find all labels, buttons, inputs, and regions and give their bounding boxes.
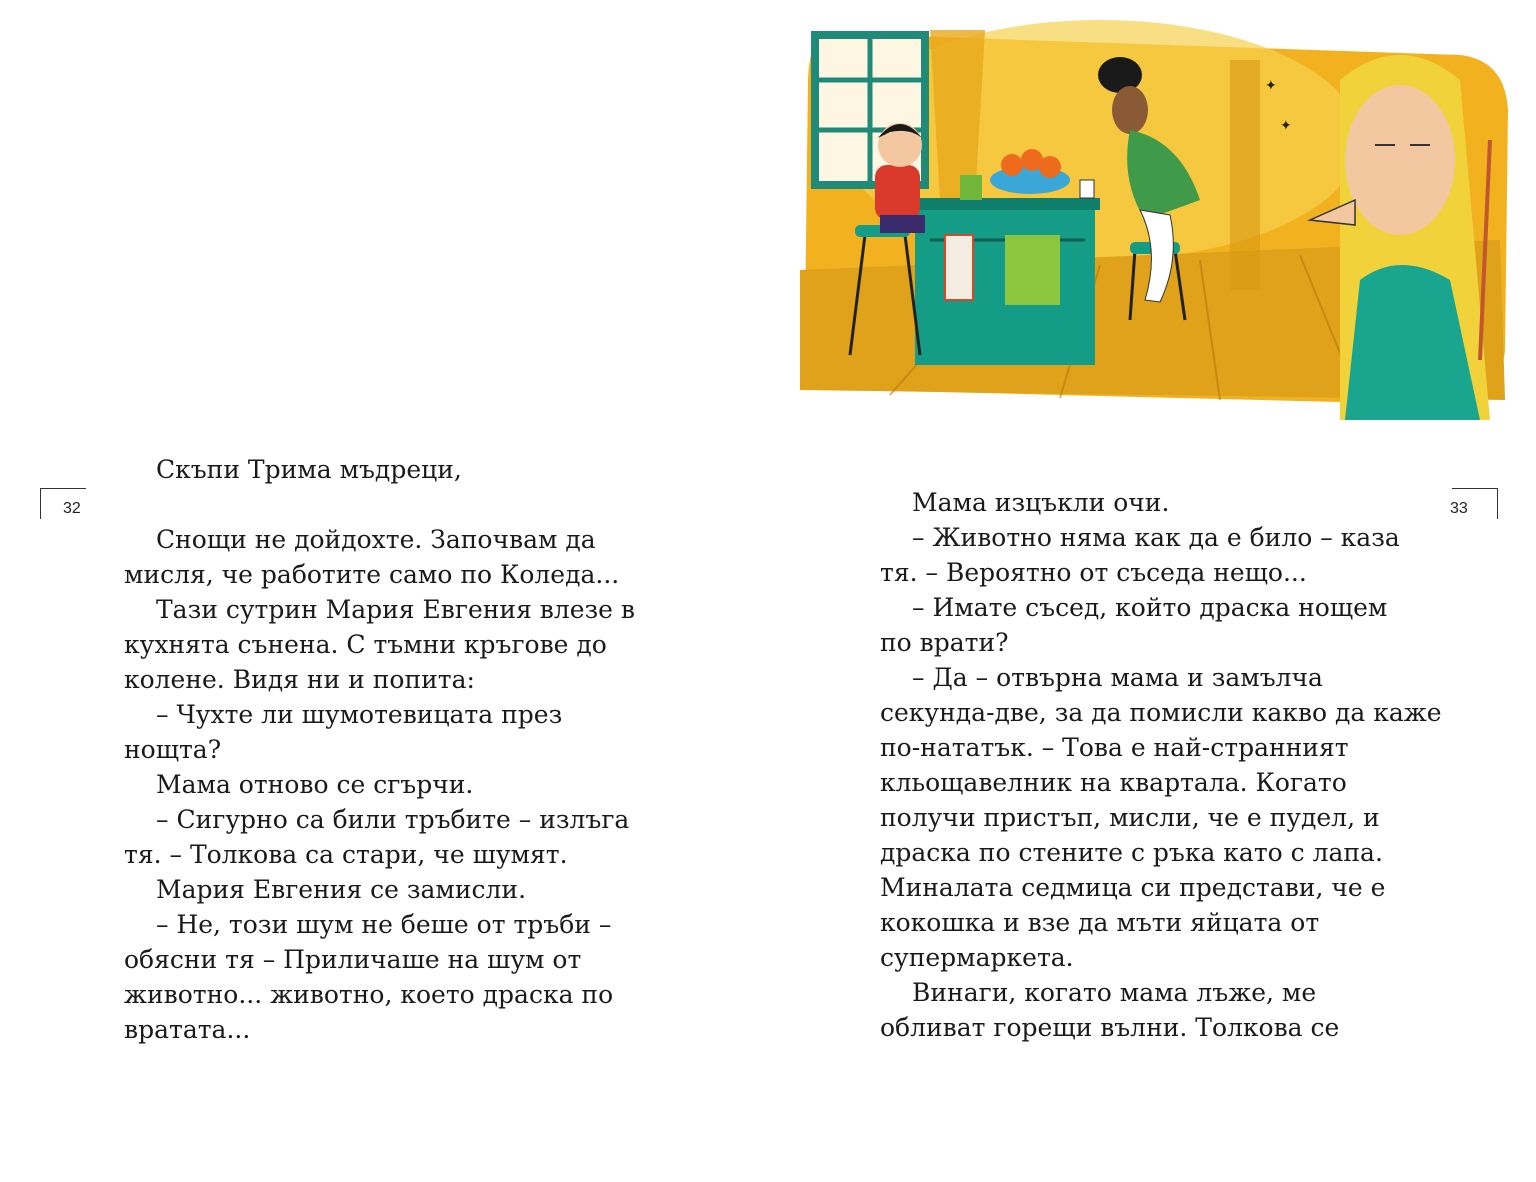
- text-line: мисля, че работите само по Коледа...: [124, 560, 620, 589]
- text-line: – Животно няма как да е било – каза: [912, 523, 1400, 552]
- text-line: Мария Евгения се замисли.: [156, 875, 527, 904]
- text-line: секунда-две, за да помисли какво да каже: [880, 698, 1442, 727]
- text-line: кухнята сънена. С тъмни кръгове до: [124, 630, 607, 659]
- text-line: – Не, този шум не беше от тръби –: [156, 910, 612, 939]
- text-line: тя. – Толкова са стари, че шумят.: [124, 840, 568, 869]
- boy-figure: [875, 123, 925, 233]
- text-line: Мама отново се сгърчи.: [156, 770, 474, 799]
- svg-text:✦: ✦: [1265, 78, 1277, 94]
- blank-line: [124, 487, 635, 522]
- text-line: Снощи не дойдохте. Започвам да: [156, 525, 596, 554]
- kitchen-island: [910, 198, 1100, 365]
- page-number-left: 32: [63, 500, 81, 517]
- page-number-right: 33: [1450, 500, 1468, 517]
- kitchen-illustration: [800, 20, 1510, 420]
- text-line: по-нататък. – Това е най-странният: [880, 733, 1349, 762]
- text-line: получи пристъп, мисли, че е пудел, и: [880, 803, 1380, 832]
- text-line: колене. Видя ни и попита:: [124, 665, 475, 694]
- text-line: тя. – Вероятно от съседа нещо...: [880, 558, 1307, 587]
- text-line: Миналата седмица си представи, че е: [880, 873, 1386, 902]
- text-line: вратата...: [124, 1015, 251, 1044]
- text-line: – Имате съсед, който драска нощем: [912, 593, 1388, 622]
- text-line: Тази сутрин Мария Евгения влезе в: [156, 595, 635, 624]
- text-line: – Чухте ли шумотевицата през: [156, 700, 563, 729]
- salutation: Скъпи Трима мъдреци,: [156, 455, 462, 484]
- text-line: нощта?: [124, 735, 222, 764]
- svg-text:✦: ✦: [1280, 118, 1292, 134]
- text-line: животно... животно, което драска по: [124, 980, 614, 1009]
- text-line: супермаркета.: [880, 943, 1074, 972]
- text-line: – Да – отвърна мама и замълча: [912, 663, 1323, 692]
- text-line: обливат горещи вълни. Толкова се: [880, 1013, 1340, 1042]
- text-line: Мама изцъкли очи.: [912, 488, 1170, 517]
- text-line: кльощавелник на квартала. Когато: [880, 768, 1347, 797]
- text-line: – Сигурно са били тръбите – излъга: [156, 805, 630, 834]
- text-line: драска по стените с ръка като с лапа.: [880, 838, 1383, 867]
- text-line: обясни тя – Приличаше на шум от: [124, 945, 582, 974]
- right-text-column: [880, 485, 1442, 1045]
- text-line: по врати?: [880, 628, 1009, 657]
- text-line: кокошка и взе да мъти яйцата от: [880, 908, 1320, 937]
- text-line: Винаги, когато мама лъже, ме: [912, 978, 1317, 1007]
- left-text-column: [124, 452, 635, 1047]
